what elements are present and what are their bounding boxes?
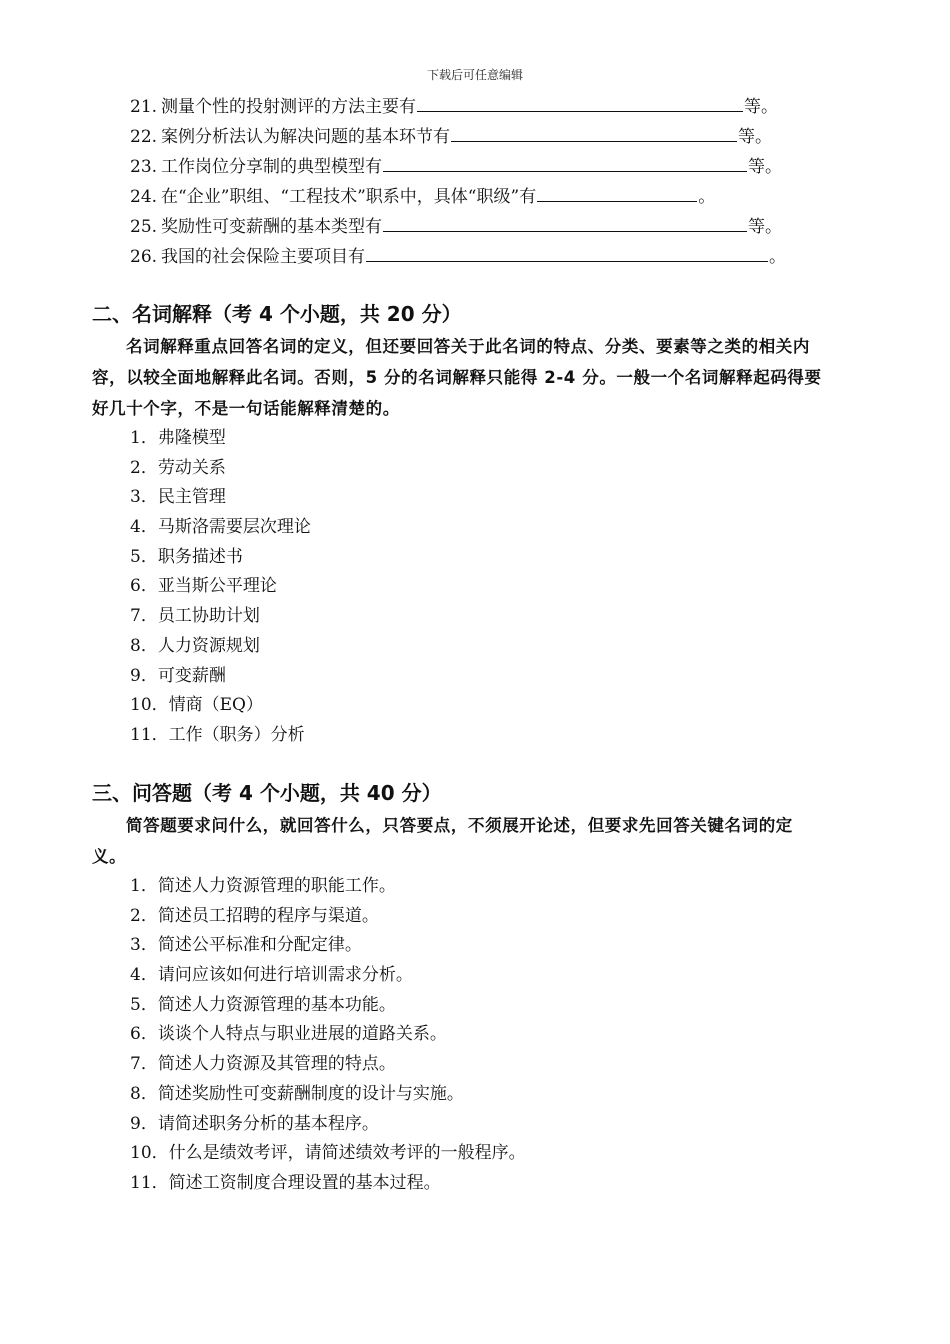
list-item: 7．简述人力资源及其管理的特点。 [130,1054,396,1075]
fill-blank-item-23 [130,152,830,182]
list-item: 11．工作（职务）分析 [130,724,305,745]
list-item: 2．简述员工招聘的程序与渠道。 [130,905,379,926]
fill-blank-item-26 [130,242,830,272]
question-text: 测量个性的投射测评的方法主要有 [161,97,417,117]
list-item: 9．请简述职务分析的基本程序。 [130,1113,379,1134]
fill-blank-item-22 [130,122,830,152]
item-number: 24. [130,187,158,207]
answer-blank [537,183,697,202]
question-text: 我国的社会保险主要项目有 [161,247,366,267]
question-suffix: 。 [769,247,787,267]
question-suffix: 等。 [748,217,783,237]
list-item: 10．什么是绩效考评，请简述绩效考评的一般程序。 [130,1143,526,1164]
list-item: 6．谈谈个人特点与职业进展的道路关系。 [130,1024,447,1045]
list-item: 11．简述工资制度合理设置的基本过程。 [130,1172,441,1193]
section-title: 三、问答题（考 4 个小题，共 40 分） [92,781,442,805]
answer-blank [417,93,743,112]
list-item: 7．员工协助计划 [130,606,260,627]
question-suffix: 。 [698,187,716,207]
answer-blank [451,123,737,142]
list-item: 8．简述奖励性可变薪酬制度的设计与实施。 [130,1083,464,1104]
list-item: 5．职务描述书 [130,546,243,567]
question-text: 案例分析法认为解决问题的基本环节有 [161,127,451,147]
question-text: 奖励性可变薪酬的基本类型有 [161,217,383,237]
question-suffix: 等。 [748,157,783,177]
answer-blank [366,243,768,262]
item-number: 22. [130,127,158,147]
section-intro: 简答题要求问什么，就回答什么，只答要点，不须展开论述，但要求先回答关键名词的定义。 [92,816,793,866]
section-title: 二、名词解释（考 4 个小题，共 20 分） [92,302,462,326]
list-item: 9．可变薪酬 [130,665,226,686]
list-item: 1．简述人力资源管理的职能工作。 [130,876,396,896]
section-term-explanation [92,297,822,751]
term-list [92,424,822,751]
list-item: 2．劳动关系 [130,457,226,478]
list-item: 4．马斯洛需要层次理论 [130,517,311,538]
list-item: 3．民主管理 [130,487,226,508]
list-item: 10．情商（EQ） [130,695,263,716]
answer-blank [383,153,747,172]
question-text: 工作岗位分享制的典型模型有 [161,157,383,177]
question-suffix: 等。 [744,97,779,117]
list-item: 6．亚当斯公平理论 [130,576,277,597]
page-header-note: 下载后可任意编辑 [426,68,523,82]
list-item: 3．简述公平标准和分配定律。 [130,935,362,956]
section-qa [92,776,822,1199]
list-item: 5．简述人力资源管理的基本功能。 [130,994,396,1015]
section-intro: 名词解释重点回答名词的定义，但还要回答关于此名词的特点、分类、要素等之类的相关内容，以较全面地解释此名词。否则，5 分的名词解释只能得 2-4 分。一般一个名词解释起码得要好几十个字，不是一句话能解释清楚的。 [92,337,822,418]
answer-blank [383,213,747,232]
fill-blank-item-24 [130,182,830,212]
list-item: 4．请问应该如何进行培训需求分析。 [130,965,413,986]
question-suffix: 等。 [738,127,773,147]
question-text: 在“企业”职组、“工程技术”职系中，具体“职级”有 [161,187,537,207]
question-list [92,872,822,1199]
item-number: 25. [130,217,158,237]
fill-blank-item-25 [130,212,830,242]
item-number: 21. [130,97,158,117]
fill-in-blank-list [130,92,830,272]
fill-blank-item-21 [130,92,830,122]
item-number: 26. [130,247,158,267]
item-number: 23. [130,157,158,177]
list-item: 8．人力资源规划 [130,635,260,656]
list-item: 1．弗隆模型 [130,428,226,448]
